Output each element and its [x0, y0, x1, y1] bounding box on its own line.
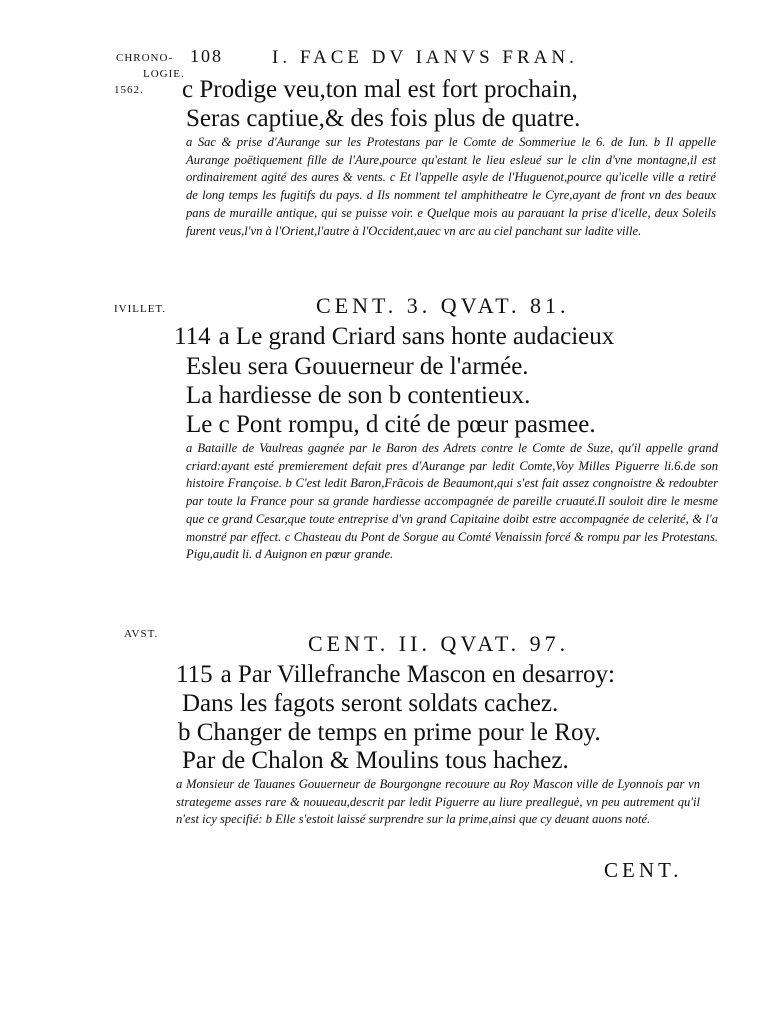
verse-line: a Par Villefranche Mascon en desarroy:	[220, 661, 615, 688]
verse-line: La hardiesse de son b contentieux.	[186, 382, 531, 409]
running-title: I. FACE DV IANVS FRAN.	[272, 47, 578, 68]
verse-line: Seras captiue,& des fois plus de quatre.	[186, 105, 581, 132]
verse-line: Le c Pont rompu, d cité de pœur pasmee.	[186, 411, 596, 438]
margin-chronologie-line-2: LOGIE.	[143, 68, 185, 80]
margin-month: AVST.	[124, 628, 159, 640]
verse-line: Dans les fagots seront soldats cachez.	[182, 690, 559, 717]
margin-chronologie-line-1: CHRONO-	[116, 52, 174, 64]
annotation-block: a Monsieur de Tauanes Gouuerneur de Bourgongne recouure au Roy Mascon ville de Lyonnois par vn strategeme asses rare & nouueau,descrit par ledit Piguerre au liure prealleguė, vn peu autrement qu'il n'est icy specifié: b Elle s'estoit laissé surprendre sur la prime,ainsi que cy deuant auons noté.	[176, 777, 700, 827]
margin-month: IVILLET.	[114, 303, 167, 315]
verse-line: Par de Chalon & Moulins tous hachez.	[182, 747, 569, 774]
page-number: 108	[190, 46, 223, 66]
quatrain-number: 114	[174, 323, 211, 350]
annotation-block: a Sac & prise d'Aurange sur les Protestans par le Comte de Sommeriue le 6. de Iun. b Il appelle Aurange poëtiquement fille de l'Aure,pource qu'estant le lieu esleué sur le clin d'vne montagne,il est ordinairement agité des aures & vents. c Et l'appelle asyle de l'Huguenot,pource qu'icelle ville a retiré de long temps les fugitifs du pays. d Ils nomment tel amphitheatre le Cyre,ayant de front vn des beaux pans de muraille antique, qui se puisse voir. e Quelque mois au parauant la prise d'icelle, deux Soleils furent veus,l'vn à l'Orient,l'autre à l'Occident,auec vn arc au ciel panchant sur ladite ville.	[186, 135, 716, 238]
annotation-block: a Bataille de Vaulreas gagnée par le Baron des Adrets contre le Comte de Suze, qu'il appelle grand criard:ayant esté premierement defait pres d'Aurange par ledit Comte,Voy Milles Piguerre li.6.de son histoire Françoise. b C'est ledit Baron,Frãcois de Beaumont,qui s'est fait assez congnoistre & redoubter par toute la France pour sa grande hardiesse accompagnée de pareille cruauté.Il souloit dire le mesme que ce grand Cesar,que toute entreprise d'vn grand Capitaine doibt estre accompagnée de celerité, & l'a monstré par effect. c Chasteau du Pont de Sorgue au Comté Venaissin forcé & rompu par les Protestans. Pigu,audit li. d Auignon en pœur grande.	[186, 441, 718, 562]
quatrain-line-1	[176, 660, 615, 690]
cent-heading: CENT. II. QVAT. 97.	[308, 631, 570, 656]
quatrain-number: 115	[176, 661, 213, 688]
verse-line: b Changer de temps en prime pour le Roy.	[178, 719, 601, 746]
verse-line: a Le grand Criard sans honte audacieux	[218, 323, 615, 350]
verse-line: Esleu sera Gouuerneur de l'armée.	[186, 353, 529, 380]
cent-heading: CENT. 3. QVAT. 81.	[316, 293, 570, 318]
quatrain-line-1	[174, 322, 614, 352]
verse-line: c Prodige veu,ton mal est fort prochain,	[182, 76, 578, 103]
catchword: CENT.	[604, 858, 683, 882]
margin-year: 1562.	[114, 84, 144, 96]
